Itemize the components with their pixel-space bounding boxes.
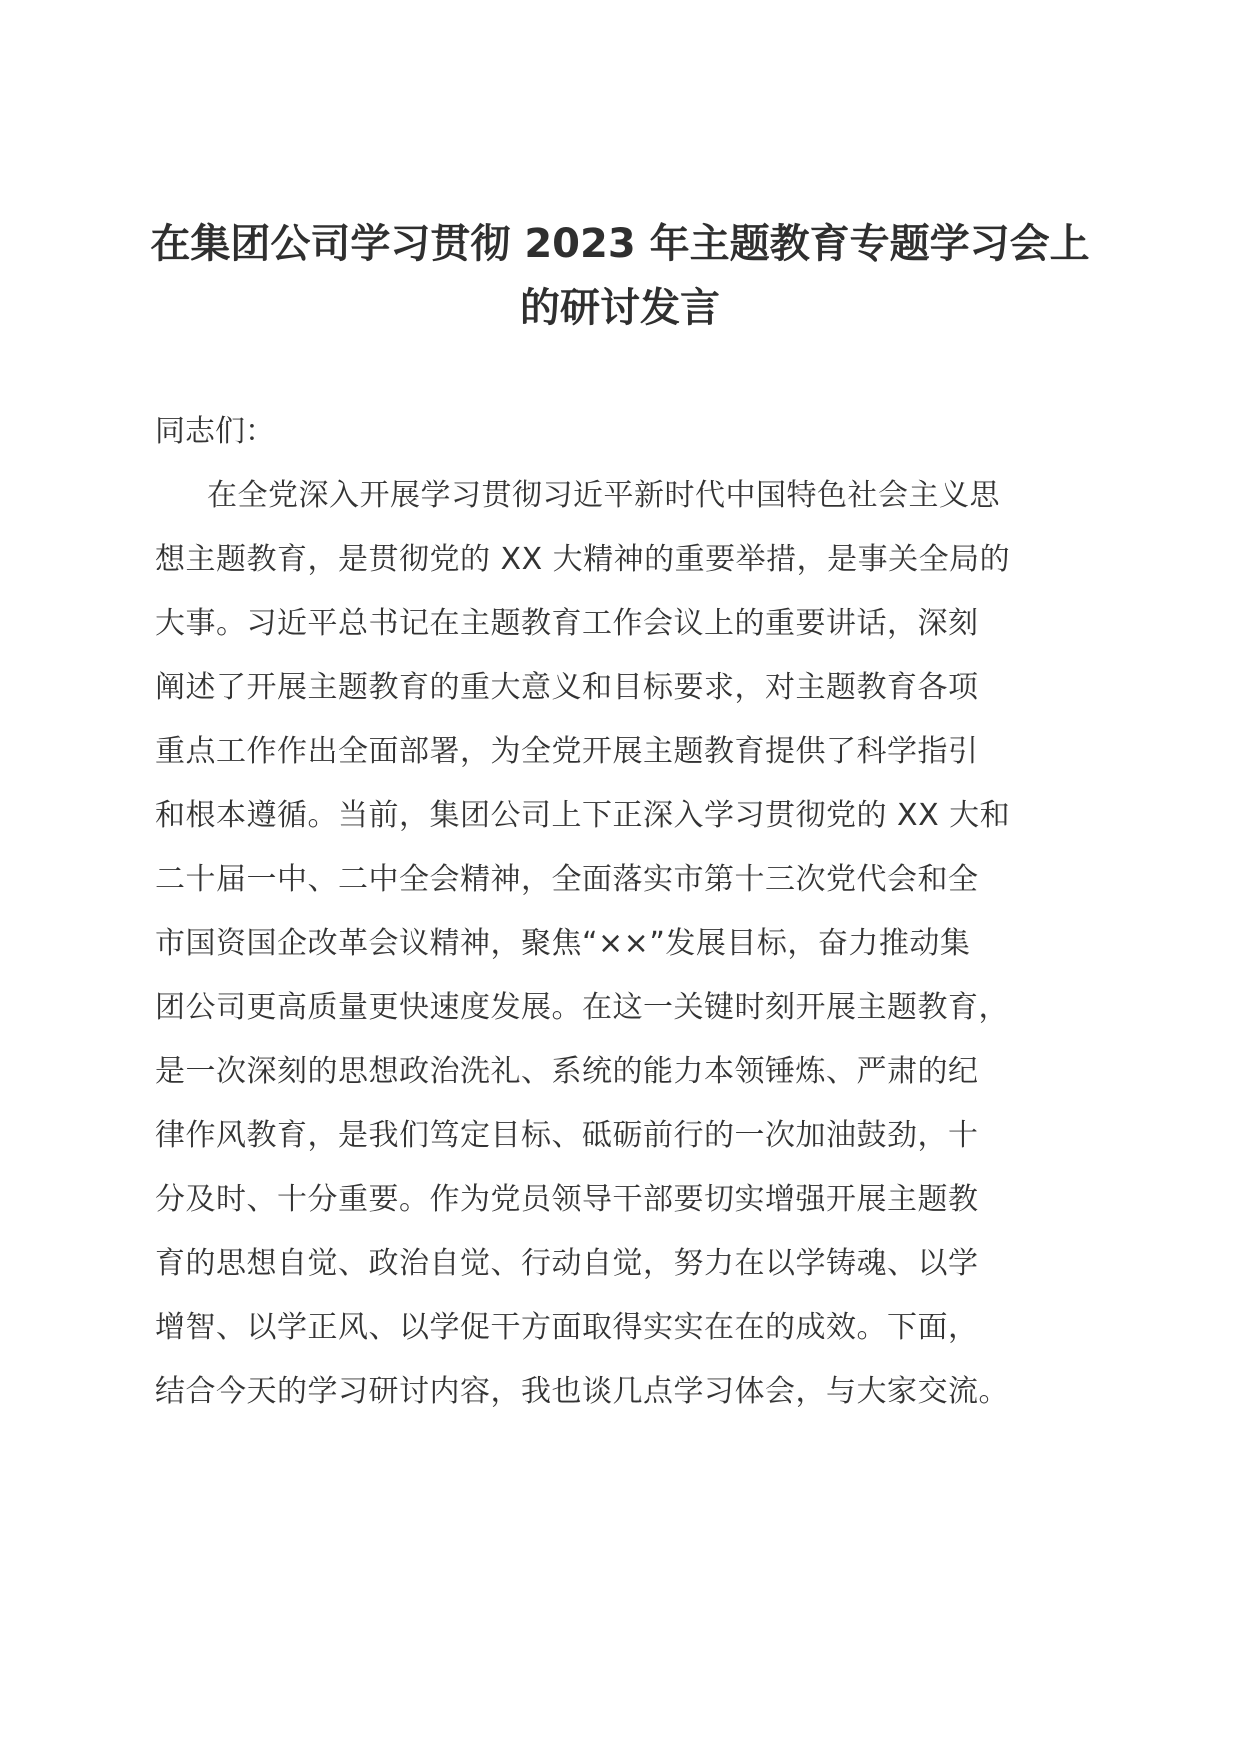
paragraph-line: 市国资国企改革会议精神，聚焦“××”发展目标，奋力推动集 [155, 926, 971, 961]
paragraph-line: 团公司更高质量更快速度发展。在这一关键时刻开展主题教育， [155, 990, 1009, 1025]
paragraph-line: 大事。习近平总书记在主题教育工作会议上的重要讲话，深刻 [155, 606, 979, 641]
body-paragraph [155, 464, 1095, 1424]
paragraph-line: 律作风教育，是我们笃定目标、砥砺前行的一次加油鼓劲，十 [155, 1118, 979, 1153]
paragraph-line: 阐述了开展主题教育的重大意义和目标要求，对主题教育各项 [155, 670, 979, 705]
paragraph-line: 育的思想自觉、政治自觉、行动自觉，努力在以学铸魂、以学 [155, 1246, 979, 1281]
paragraph-line: 是一次深刻的思想政治洗礼、系统的能力本领锤炼、严肃的纪 [155, 1054, 979, 1089]
paragraph-line: 想主题教育，是贯彻党的 XX 大精神的重要举措，是事关全局的 [155, 542, 1011, 577]
paragraph-line: 在全党深入开展学习贯彻习近平新时代中国特色社会主义思 [207, 478, 1000, 513]
paragraph-line: 和根本遵循。当前，集团公司上下正深入学习贯彻党的 XX 大和 [155, 798, 1011, 833]
paragraph-line: 分及时、十分重要。作为党员领导干部要切实增强开展主题教 [155, 1182, 979, 1217]
paragraph-line: 二十届一中、二中全会精神，全面落实市第十三次党代会和全 [155, 862, 979, 897]
document-title: 在集团公司学习贯彻 2023 年主题教育专题学习会上的研讨发言 [150, 221, 1090, 331]
paragraph-line: 重点工作作出全面部署，为全党开展主题教育提供了科学指引 [155, 734, 979, 769]
greeting: 同志们： [155, 414, 275, 449]
paragraph-line: 增智、以学正风、以学促干方面取得实实在在的成效。下面， [155, 1310, 979, 1345]
paragraph-line: 结合今天的学习研讨内容，我也谈几点学习体会，与大家交流。 [155, 1374, 1009, 1409]
